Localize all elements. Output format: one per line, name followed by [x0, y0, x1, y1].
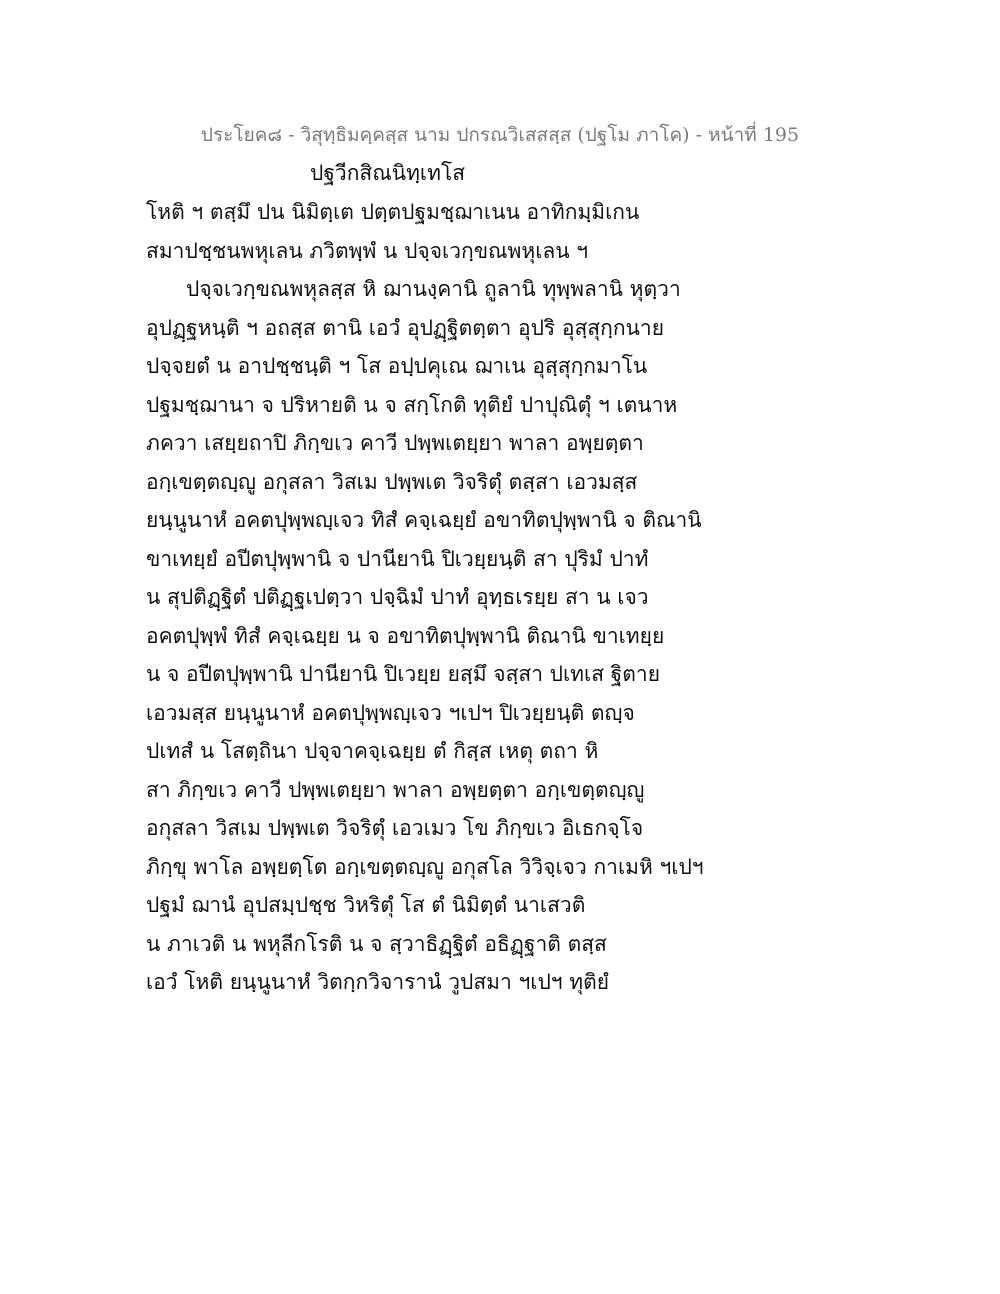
text-line-3: ปจฺจเวกฺขณพหุลสฺส หิ ฌานงฺคานิ ถูลานิ ทุพฺพลานิ หุตฺวา — [186, 277, 681, 301]
text-line-10: ขาเทยฺยํ อปีตปุพฺพานิ จ ปานียานิ ปิเวยฺยนฺติ สา ปุริมํ ปาทํ — [146, 546, 649, 571]
text-line-13: น จ อปีตปุพฺพานิ ปานียานิ ปิเวยฺย ยสฺมึ จสฺสา ปเทเส ฐิตาย — [146, 662, 661, 686]
text-line-1: โหติ ฯ ตสฺมึ ปน นิมิตฺเต ปตฺตปฐมชฺฌาเนน อาทิกมฺมิเกน — [146, 200, 640, 224]
page-header: ประโยค๘ - วิสุทฺธิมคฺคสฺส นาม ปกรณวิเสสสฺส (ปฐโม ภาโค) - หน้าที่ 195 — [200, 124, 800, 146]
text-line-11: น สุปติฏฺฐิตํ ปติฏฺฐเปตฺวา ปจฺฉิมํ ปาทํ อุทฺธเรยฺย สา น เจว — [146, 585, 649, 609]
text-line-8: อกฺเขตฺตญฺญู อกุสลา วิสเม ปพฺพเต วิจริตุํ ตสฺสา เอวมสฺส — [146, 469, 638, 494]
text-line-6: ปฐมชฺฌานา จ ปริหายติ น จ สกฺโกติ ทุติยํ ปาปุณิตุํ ฯ เตนาห — [146, 392, 678, 417]
body-text — [146, 193, 706, 1002]
text-line-18: ภิกฺขุ พาโล อพฺยตฺโต อกฺเขตฺตญฺญู อกุสโล วิวิจฺเจว กาเมหิ ฯเปฯ — [146, 854, 704, 879]
text-line-19: ปฐมํ ฌานํ อุปสมฺปชฺช วิหริตุํ โส ตํ นิมิตฺตํ นาเสวติ — [146, 893, 586, 917]
text-line-15: ปเทสํ น โสตฺถินา ปจฺจาคจฺเฉยฺย ตํ กิสฺส เหตุ ตถา หิ — [146, 739, 599, 763]
text-line-2: สมาปชฺชนพหุเลน ภวิตพฺพํ น ปจฺจเวกฺขณพหุเลน ฯ — [146, 238, 589, 263]
text-line-16: สา ภิกฺขเว คาวี ปพฺพเตยฺยา พาลา อพฺยตฺตา อกฺเขตฺตญฺญู — [146, 777, 645, 802]
text-line-14: เอวมสฺส ยนฺนูนาหํ อคตปุพฺพญฺเจว ฯเปฯ ปิเวยฺยนฺติ ตญฺจ — [146, 700, 635, 725]
text-line-12: อคตปุพฺพํ ทิสํ คจฺเฉยฺย น จ อขาทิตปุพฺพานิ ติณานิ ขาเทยฺย — [146, 623, 665, 648]
text-line-7: ภควา เสยฺยถาปิ ภิกฺขเว คาวี ปพฺพเตยฺยา พาลา อพฺยตฺตา — [146, 431, 644, 455]
text-line-4: อุปฏฺฐหนฺติ ฯ อถสฺส ตานิ เอวํ อุปฏฺฐิตตฺตา อุปริ อุสฺสุกฺกนาย — [146, 315, 664, 340]
text-line-9: ยนฺนูนาหํ อคตปุพฺพญฺเจว ทิสํ คจฺเฉยฺยํ อขาทิตปุพฺพานิ จ ติณานิ — [146, 508, 702, 532]
text-line-21: เอวํ โหติ ยนฺนูนาหํ วิตกฺกวิจารานํ วูปสมา ฯเปฯ ทุติยํ — [146, 970, 610, 994]
text-line-5: ปจฺจยตํ น อาปชฺชนฺติ ฯ โส อปฺปคุเณ ฌาเน อุสฺสุกฺกมาโน — [146, 354, 648, 378]
section-title: ปฐวีกสิณนิทฺเทโส — [310, 161, 466, 185]
text-line-17: อกุสลา วิสเม ปพฺพเต วิจริตุํ เอวเมว โข ภิกฺขเว อิเธกจฺโจ — [146, 816, 644, 840]
text-line-20: น ภาเวติ น พหุลีกโรติ น จ สฺวาธิฏฺฐิตํ อธิฏฺฐาติ ตสฺส — [146, 931, 607, 956]
